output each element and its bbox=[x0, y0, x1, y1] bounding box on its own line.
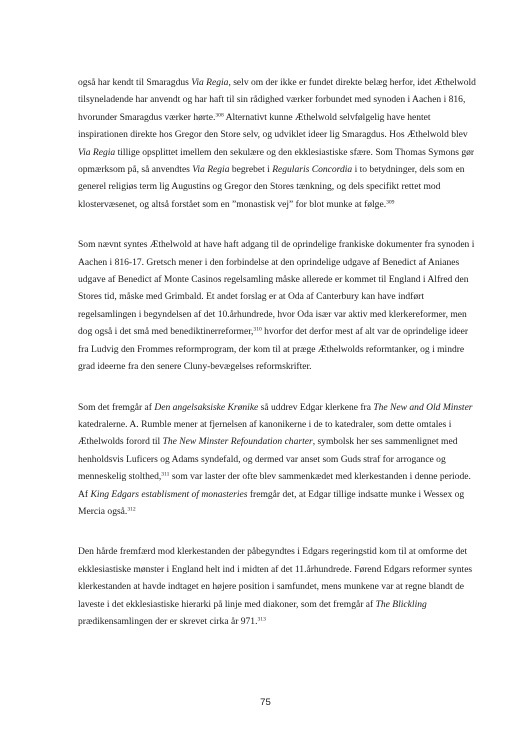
italic-title: The Blickling bbox=[375, 598, 427, 610]
italic-title: The New and Old Minster bbox=[373, 401, 473, 413]
page-number: 75 bbox=[260, 697, 271, 708]
text-run: fremgår det, at Edgar tillige indsatte munke i Wessex og Mercia også. bbox=[78, 488, 465, 517]
text-run: tillige opsplittet imellem den sekulære og den ekklesiastiske sfære. Som Thomas Symons gør opmærksom på, så anvendtes bbox=[78, 146, 475, 176]
footnote-ref: 313 bbox=[257, 616, 266, 623]
italic-title: The New Minster Refoundation charter bbox=[162, 436, 313, 448]
page-body bbox=[78, 74, 478, 653]
text-run: også har kendt til Smaragdus bbox=[78, 77, 192, 88]
italic-title: Den angelsaksiske Krønike bbox=[154, 401, 259, 413]
footnote-ref: 311 bbox=[161, 471, 170, 478]
text-run: , symbolsk her ses sammenlignet med henholdsvis Luficers og Adams syndefald, og dermed var anset som Guds straf for arrogance og menneskelig stolthed, bbox=[78, 436, 458, 483]
footnote-ref: 309 bbox=[386, 199, 395, 206]
body-paragraph bbox=[78, 543, 478, 630]
text-run: Som det fremgår af bbox=[78, 401, 155, 413]
text-run: begrebet i bbox=[229, 164, 273, 176]
text-run: prædikensamlingen der er skrevet cirka år 971. bbox=[78, 615, 258, 627]
body-paragraph bbox=[78, 236, 478, 375]
italic-title: Via Regia bbox=[191, 77, 229, 88]
text-run: så uddrev Edgar klerkene fra bbox=[258, 401, 374, 413]
footnote-ref: 310 bbox=[253, 326, 262, 333]
italic-title: Regularis Concordia bbox=[272, 164, 353, 176]
italic-title: Via Regia bbox=[78, 146, 116, 158]
text-run: i to betydninger, dels som en generel religiøs term lig Augustins og Gregor den Stores tænkning, og dels specifikt rettet mod klostervæsenet, og altså forstået som en ”monastisk vej” for blot munke at følge. bbox=[78, 164, 465, 210]
body-paragraph bbox=[78, 74, 478, 213]
footnote-ref: 312 bbox=[127, 506, 136, 513]
text-run: , selv om der ikke er fundet direkte belæg herfor, idet Æthelwold tilsyneladende har anvendt og har haft til sin rådighed værker forbundet med synoden i Aachen i 816, hvorunder Smaragdus værker hørte. bbox=[78, 77, 476, 123]
text-run: Alternativt kunne Æthelwold selvfølgelig have hentet inspirationen direkte hos Gregor den Store selv, og udviklet ideer lig Smaragdus. Hos Æthelwold blev bbox=[78, 111, 468, 141]
body-paragraph bbox=[78, 399, 478, 521]
italic-title: Via Regia bbox=[192, 164, 230, 176]
text-run: katedralerne. A. Rumble mener at fjernelsen af kanonikerne i de to katedraler, som dette omtales i Æthelwolds forord til bbox=[78, 418, 452, 448]
italic-title: King Edgars establisment of monasteries bbox=[90, 488, 248, 500]
text-run: hvorfor det derfor mest af alt var de oprindelige ideer fra Ludvig den Frommes reformprogram, der kom til at præge Æthelwolds reformtanker, og i mindre grad ideerne fra den senere Cluny-bevægelses reformskrifter. bbox=[78, 326, 469, 373]
text-run: Den hårde fremfærd mod klerkestanden der påbegyndtes i Edgars regeringstid kom til at omforme det ekklesiastiske mønster i England helt ind i midten af det 11.århundrede. Førend Edgars reformer syntes klerkestanden at havde indtaget en højere position i samfundet, mens munkene var at regne blandt de laveste i det ekklesiastiske hierarki på linje med diakoner, som det fremgår af bbox=[78, 546, 473, 610]
text-run: Som nævnt syntes Æthelwold at have haft adgang til de oprindelige frankiske dokumenter fra synoden i Aachen i 816-17. Gretsch mener i den forbindelse at den oprindelige udgave af Benedict af Anianes udgave af Benedict af Monte Casinos regelsamling måske allerede er kommet til England i Alfred den Stores tid, måske med Grimbald. Et andet forslag er at Oda af Canterbury kan have indført regelsamlingen i begyndelsen af det 10.århundrede, hvor Oda især var aktiv med klerkereformer, men dog også i det små med benediktinerreformer, bbox=[78, 239, 475, 338]
text-run: som var laster der ofte blev sammenkædet med klerkestanden i denne periode. Af bbox=[78, 471, 471, 500]
footnote-ref: 308 bbox=[215, 112, 224, 119]
